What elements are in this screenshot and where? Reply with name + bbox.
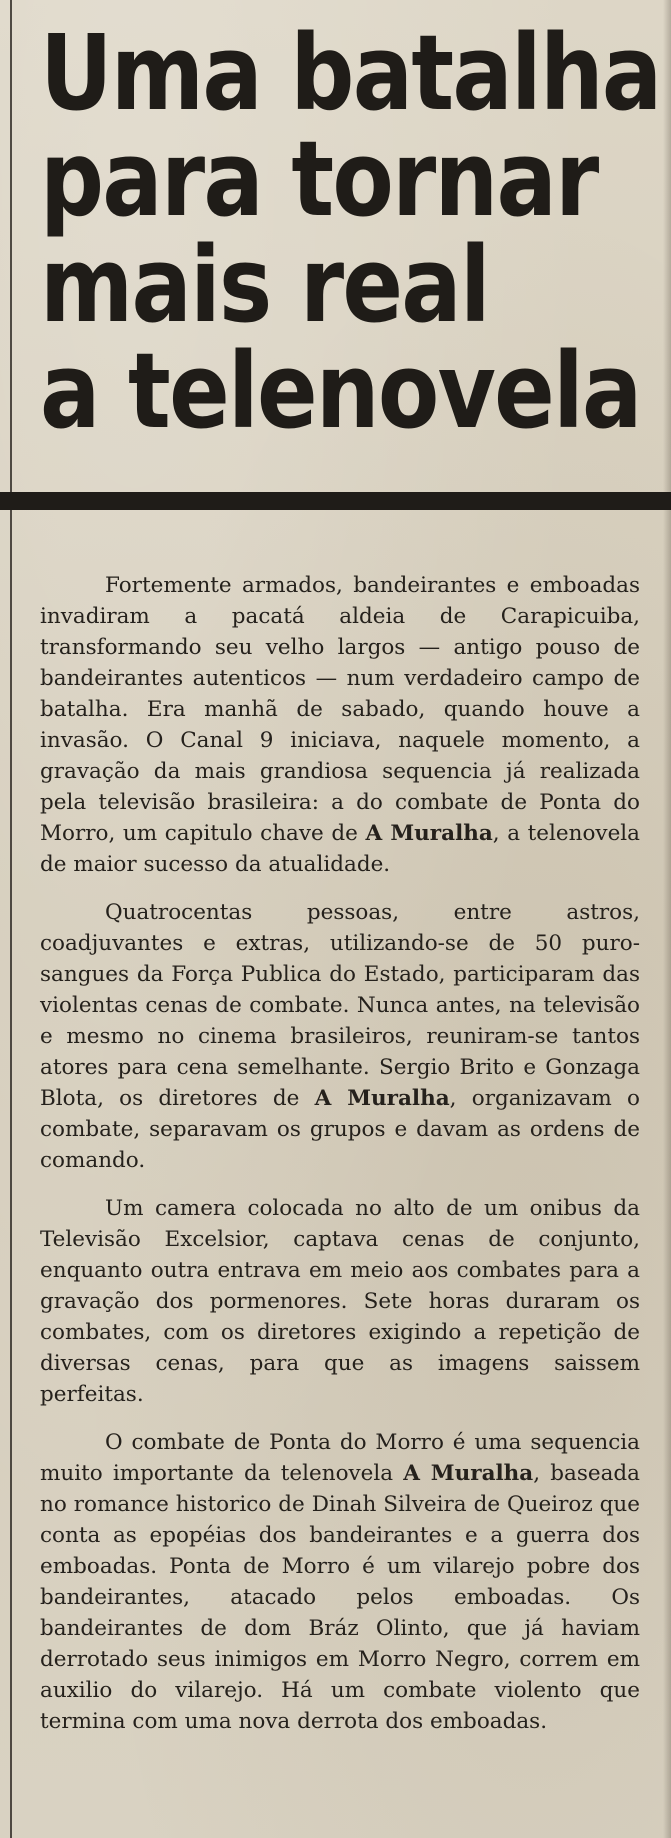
paragraph-bold-title: A Muralha xyxy=(314,1086,450,1111)
headline xyxy=(40,12,661,452)
headline-line-1: Uma batalha xyxy=(40,12,661,134)
headline-line-4: a telenovela xyxy=(40,330,641,452)
paragraph-4 xyxy=(40,1427,640,1737)
paper-edge-shadow xyxy=(663,0,671,1838)
paragraph-text: Fortemente armados, bandeirantes e emboadas invadiram a pacatá aldeia de Carapicuiba, transformando seu velho largos — antigo pouso de bandeirantes autenticos — num verdadeiro campo de batalha. Era manhã de sabado, quando houve a invasão. O Canal 9 iniciava, naquele momento, a gravação da mais grandiosa sequencia já realizada pela televisão brasileira: a do combate de Ponta do Morro, um capitulo chave de xyxy=(40,573,640,846)
paragraph-bold-title: A Muralha xyxy=(403,1461,534,1486)
paragraph-text: Um camera colocada no alto de um onibus da Televisão Excelsior, captava cenas de conjunto, enquanto outra entrava em meio aos combates para a gravação dos pormenores. Sete horas duraram os combates, com os diretores exigindo a repetição de diversas cenas, para que as imagens saissem perfeitas. xyxy=(40,1196,640,1407)
headline-line-2: para tornar xyxy=(40,118,598,240)
paragraph-text: , organizavam o combate, separavam os grupos e davam as ordens de comando. xyxy=(40,1086,640,1173)
paragraph-text: Quatrocentas pessoas, entre astros, coadjuvantes e extras, utilizando-se de 50 puro-sangues da Força Publica do Estado, participaram das violentas cenas de combate. Nunca antes, na televisão e mesmo no cinema brasileiros, reuniram-se tantos atores para cena semelhante. Sergio Brito e Gonzaga Blota, os diretores de xyxy=(40,900,640,1111)
paragraph-text: , baseada no romance historico de Dinah Silveira de Queiroz que conta as epopéias dos bandeirantes e a guerra dos emboadas. Ponta de Morro é um vilarejo pobre dos bandeirantes, atacado pelos emboadas. Os bandeirantes de dom Bráz Olinto, que já haviam derrotado seus inimigos em Morro Negro, correm em auxilio do vilarejo. Há um combate violento que termina com uma nova derrota dos emboadas. xyxy=(40,1461,640,1734)
paragraph-text: , a telenovela de maior sucesso da atualidade. xyxy=(40,821,640,877)
headline-divider xyxy=(0,492,671,510)
headline-line-3: mais real xyxy=(40,224,489,346)
paragraph-text: O combate de Ponta do Morro é uma sequencia muito importante da telenovela xyxy=(40,1430,640,1486)
paragraph-1 xyxy=(40,570,640,880)
paragraph-2 xyxy=(40,897,640,1176)
paragraph-bold-title: A Muralha xyxy=(365,821,493,846)
column-rule xyxy=(10,0,12,1838)
article-body xyxy=(40,570,640,1754)
paragraph-3 xyxy=(40,1193,640,1410)
